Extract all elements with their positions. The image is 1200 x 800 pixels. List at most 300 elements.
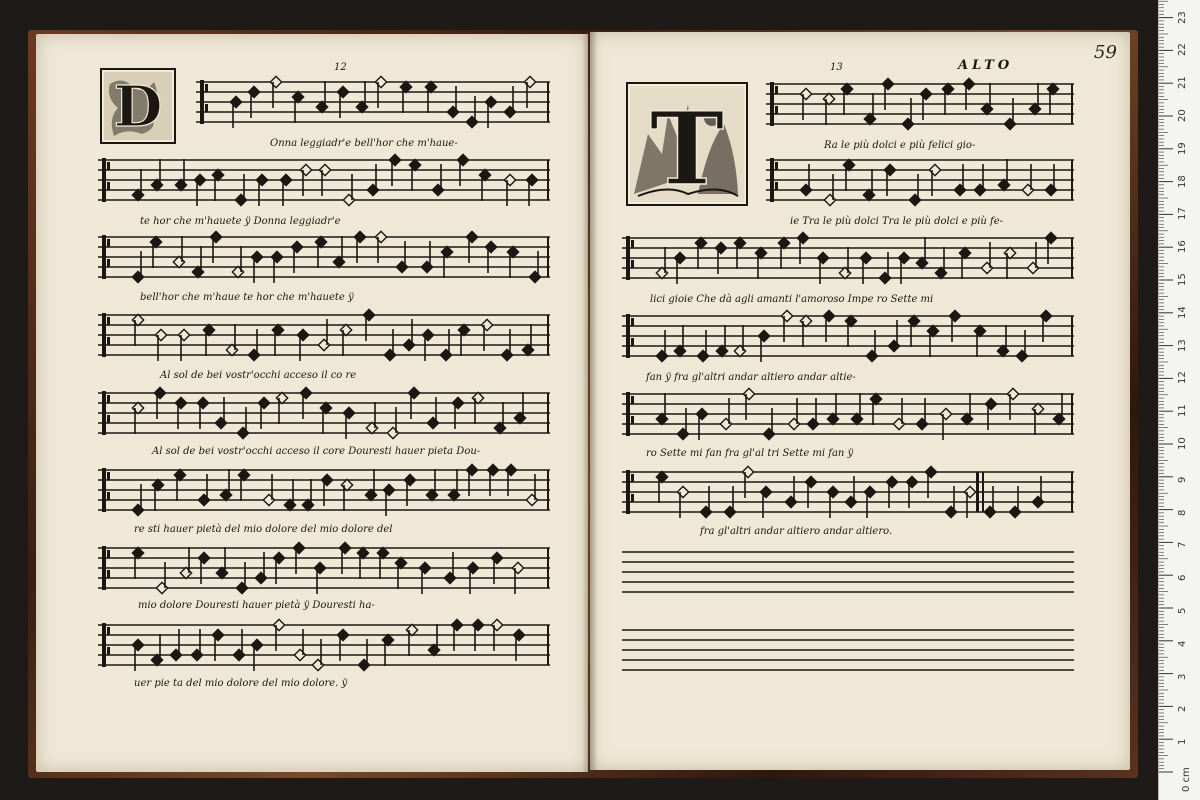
note-head (886, 476, 897, 487)
note-head (175, 397, 186, 408)
note-head (156, 582, 167, 593)
right-lyric-line-4: fan ÿ fra gl'altri andar altiero andar altie- (646, 372, 856, 383)
note-head (514, 412, 525, 423)
note-head (232, 266, 243, 277)
note-head (400, 81, 411, 92)
note-head (472, 619, 483, 630)
note-head (851, 413, 862, 424)
note-head (785, 496, 796, 507)
note-head (396, 261, 407, 272)
note-head (318, 339, 329, 350)
clef (107, 492, 110, 500)
note-head (320, 402, 331, 413)
ruler-number: 2 (1177, 706, 1188, 713)
note-head (674, 252, 685, 263)
note-head (419, 562, 430, 573)
note-head (428, 644, 439, 655)
clef (107, 259, 110, 267)
note-head (365, 489, 376, 500)
note-head (526, 494, 537, 505)
clef (107, 550, 110, 558)
note-head (312, 659, 323, 670)
note-head (656, 267, 667, 278)
note-head (1045, 184, 1056, 195)
clef (107, 317, 110, 325)
note-head (677, 428, 688, 439)
note-head (363, 309, 374, 320)
note-head (178, 329, 189, 340)
ruler-number: 17 (1177, 207, 1188, 221)
note-head (927, 325, 938, 336)
note-head (132, 314, 143, 325)
note-head (457, 154, 468, 165)
note-head (981, 262, 992, 273)
note-head (959, 247, 970, 258)
left-page-number: 12 (334, 62, 347, 73)
note-head (824, 194, 835, 205)
note-head (316, 101, 327, 112)
note-head (961, 413, 972, 424)
note-head (292, 91, 303, 102)
note-head (226, 344, 237, 355)
note-head (1029, 103, 1040, 114)
clef (775, 86, 778, 94)
left-lyric-line-8: uer pie ta del mio dolore del mio dolore. ÿ (134, 678, 348, 689)
ruler-number: 13 (1177, 338, 1188, 352)
note-head (343, 194, 354, 205)
note-head (216, 567, 227, 578)
note-head (297, 329, 308, 340)
clef (107, 415, 110, 423)
note-head (879, 272, 890, 283)
note-head (175, 179, 186, 190)
measurement-ruler (1158, 0, 1200, 800)
note-head (273, 619, 284, 630)
note-head (293, 542, 304, 553)
note-head (805, 476, 816, 487)
note-head (1032, 496, 1043, 507)
note-head (909, 194, 920, 205)
ruler-number: 12 (1177, 371, 1188, 385)
note-head (440, 349, 451, 360)
ruler-number: 23 (1177, 10, 1188, 24)
note-head (248, 86, 259, 97)
note-head (422, 329, 433, 340)
note-head (203, 324, 214, 335)
note-head (300, 387, 311, 398)
note-head (321, 474, 332, 485)
voice-label: ALTO (958, 58, 1014, 73)
right-lyric-line-1: Ra le più dolci e più felici gio- (824, 140, 976, 151)
note-head (408, 387, 419, 398)
note-head (942, 83, 953, 94)
ruler-number: 11 (1177, 404, 1188, 418)
note-head (377, 547, 388, 558)
note-head (315, 236, 326, 247)
note-head (151, 654, 162, 665)
note-head (656, 413, 667, 424)
note-head (479, 169, 490, 180)
note-head (674, 345, 685, 356)
note-head (800, 184, 811, 195)
note-head (841, 83, 852, 94)
note-head (472, 392, 483, 403)
note-head (421, 261, 432, 272)
clef (102, 623, 106, 667)
note-head (233, 649, 244, 660)
note-head (230, 96, 241, 107)
ruler-number: 20 (1177, 109, 1188, 122)
note-head (263, 494, 274, 505)
ruler-unit-label: 0 cm (1181, 767, 1192, 792)
note-head (697, 350, 708, 361)
note-head (720, 418, 731, 429)
note-head (284, 499, 295, 510)
note-head (524, 76, 535, 87)
clef (107, 395, 110, 403)
clef (107, 337, 110, 345)
note-head (426, 489, 437, 500)
note-head (358, 659, 369, 670)
note-head (1004, 247, 1015, 258)
note-head (132, 189, 143, 200)
note-head (817, 252, 828, 263)
note-head (452, 397, 463, 408)
note-head (337, 629, 348, 640)
note-head (929, 164, 940, 175)
clef (631, 318, 634, 326)
note-head (451, 619, 462, 630)
note-head (340, 324, 351, 335)
clef (107, 239, 110, 247)
clef (631, 474, 634, 482)
note-head (319, 164, 330, 175)
note-head (487, 464, 498, 475)
clef (631, 396, 634, 404)
note-head (466, 231, 477, 242)
clef (626, 314, 630, 358)
note-head (504, 106, 515, 117)
note-head (860, 252, 871, 263)
note-head (778, 237, 789, 248)
note-head (425, 81, 436, 92)
note-head (132, 547, 143, 558)
note-head (984, 506, 995, 517)
note-head (908, 315, 919, 326)
note-head (302, 499, 313, 510)
note-head (215, 417, 226, 428)
note-head (888, 340, 899, 351)
note-head (893, 418, 904, 429)
ruler-number: 8 (1177, 509, 1188, 516)
note-head (272, 324, 283, 335)
note-head (1004, 118, 1015, 129)
note-head (314, 562, 325, 573)
clef (107, 570, 110, 578)
note-head (300, 164, 311, 175)
note-head (870, 393, 881, 404)
note-head (1032, 403, 1043, 414)
right-page-number: 13 (830, 62, 843, 73)
note-head (192, 266, 203, 277)
note-head (797, 232, 808, 243)
note-head (198, 552, 209, 563)
clef (102, 391, 106, 435)
note-head (935, 267, 946, 278)
clef (102, 468, 106, 512)
ruler-number: 10 (1177, 437, 1188, 450)
note-head (375, 231, 386, 242)
note-head (427, 417, 438, 428)
note-head (447, 106, 458, 117)
note-head (406, 624, 417, 635)
note-head (763, 428, 774, 439)
note-head (916, 418, 927, 429)
note-head (151, 179, 162, 190)
ruler-number: 16 (1177, 240, 1188, 254)
note-head (781, 310, 792, 321)
clef (107, 472, 110, 480)
note-head (898, 252, 909, 263)
note-head (466, 464, 477, 475)
note-head (152, 479, 163, 490)
clef (631, 240, 634, 248)
note-head (132, 504, 143, 515)
note-head (173, 256, 184, 267)
folio-number: 59 (1094, 42, 1117, 63)
right-lyric-line-3: lici gioie Che dà agli amanti l'amoroso Impe ro Sette mi (650, 294, 934, 305)
note-head (526, 174, 537, 185)
note-head (504, 174, 515, 185)
note-head (864, 113, 875, 124)
note-head (823, 310, 834, 321)
note-head (916, 257, 927, 268)
note-head (291, 241, 302, 252)
note-head (481, 319, 492, 330)
note-head (734, 237, 745, 248)
svg-text:D: D (113, 74, 163, 140)
clef (102, 235, 106, 279)
clef (200, 80, 204, 124)
note-head (256, 174, 267, 185)
note-head (997, 345, 1008, 356)
note-head (403, 339, 414, 350)
clef (626, 236, 630, 280)
clef (631, 338, 634, 346)
note-head (432, 184, 443, 195)
note-head (132, 402, 143, 413)
clef (626, 392, 630, 436)
note-head (839, 267, 850, 278)
note-head (448, 489, 459, 500)
note-head (845, 315, 856, 326)
clef (631, 494, 634, 502)
note-head (191, 649, 202, 660)
ruler-number: 18 (1177, 174, 1188, 188)
clef (631, 260, 634, 268)
clef (631, 416, 634, 424)
note-head (467, 562, 478, 573)
note-head (409, 159, 420, 170)
note-head (251, 639, 262, 650)
note-head (441, 246, 452, 257)
note-head (981, 103, 992, 114)
ruler-number: 1 (1177, 738, 1188, 746)
note-head (949, 310, 960, 321)
svg-text:T: T (649, 90, 725, 204)
note-head (294, 649, 305, 660)
note-head (863, 189, 874, 200)
note-head (1040, 310, 1051, 321)
decorated-initial-t (626, 82, 748, 206)
note-head (677, 486, 688, 497)
note-head (742, 466, 753, 477)
clef (107, 627, 110, 635)
ruler-number: 5 (1177, 607, 1188, 614)
note-head (507, 246, 518, 257)
note-head (155, 329, 166, 340)
note-head (945, 506, 956, 517)
ruler-number: 22 (1177, 43, 1188, 57)
note-head (367, 184, 378, 195)
note-head (404, 474, 415, 485)
final-bar (976, 472, 979, 512)
note-head (485, 96, 496, 107)
note-head (339, 542, 350, 553)
note-head (248, 349, 259, 360)
clef (775, 182, 778, 190)
decorated-initial-d (100, 68, 176, 144)
note-head (906, 476, 917, 487)
ruler-number: 9 (1177, 476, 1188, 483)
note-head (174, 469, 185, 480)
note-head (466, 116, 477, 127)
note-head (696, 408, 707, 419)
note-head (522, 344, 533, 355)
note-head (258, 397, 269, 408)
clef (102, 158, 106, 202)
note-head (236, 582, 247, 593)
note-head (734, 345, 745, 356)
note-head (827, 486, 838, 497)
note-head (1022, 184, 1033, 195)
note-head (513, 629, 524, 640)
ruler-number: 14 (1177, 306, 1188, 319)
clef (205, 84, 208, 92)
note-head (255, 572, 266, 583)
ruler-number: 7 (1177, 542, 1188, 549)
note-head (985, 398, 996, 409)
note-head (925, 466, 936, 477)
note-head (212, 629, 223, 640)
note-head (356, 101, 367, 112)
note-head (387, 427, 398, 438)
note-head (1047, 83, 1058, 94)
note-head (271, 251, 282, 262)
note-head (800, 315, 811, 326)
note-head (974, 325, 985, 336)
note-head (882, 78, 893, 89)
note-head (807, 418, 818, 429)
note-head (998, 179, 1009, 190)
note-head (491, 552, 502, 563)
note-head (220, 489, 231, 500)
note-head (529, 271, 540, 282)
note-head (505, 464, 516, 475)
note-head (357, 547, 368, 558)
note-head (273, 552, 284, 563)
note-head (656, 471, 667, 482)
note-head (197, 397, 208, 408)
note-head (343, 407, 354, 418)
note-head (963, 78, 974, 89)
clef (102, 546, 106, 590)
ruler-number: 6 (1177, 574, 1188, 582)
note-head (154, 387, 165, 398)
note-head (843, 159, 854, 170)
ruler-number: 3 (1177, 673, 1188, 680)
note-head (1045, 232, 1056, 243)
note-head (866, 350, 877, 361)
note-head (341, 479, 352, 490)
note-head (210, 231, 221, 242)
note-head (964, 486, 975, 497)
note-head (1053, 413, 1064, 424)
final-bar (982, 472, 984, 512)
note-head (902, 118, 913, 129)
note-head (920, 88, 931, 99)
clef (626, 470, 630, 514)
right-lyric-line-5: ro Sette mi fan fra gl'al tri Sette mi fan ÿ (646, 448, 854, 459)
note-head (715, 242, 726, 253)
note-head (198, 494, 209, 505)
note-head (788, 418, 799, 429)
note-head (823, 93, 834, 104)
left-lyric-line-7: mio dolore Douresti hauer pietà ÿ Douresti ha- (138, 600, 375, 611)
note-head (755, 247, 766, 258)
note-head (444, 572, 455, 583)
note-head (382, 634, 393, 645)
note-head (800, 88, 811, 99)
note-head (760, 486, 771, 497)
note-head (758, 330, 769, 341)
clef (775, 106, 778, 114)
note-head (954, 184, 965, 195)
note-head (827, 413, 838, 424)
note-head (845, 496, 856, 507)
left-lyric-line-5: Al sol de bei vostr'occhi acceso il core Douresti hauer pieta Dou- (152, 446, 481, 457)
clef (770, 158, 774, 202)
note-head (389, 154, 400, 165)
note-head (276, 392, 287, 403)
note-head (280, 174, 291, 185)
note-head (1009, 506, 1020, 517)
note-head (743, 388, 754, 399)
note-head (974, 184, 985, 195)
note-head (724, 506, 735, 517)
note-head (940, 408, 951, 419)
clef (107, 182, 110, 190)
left-lyric-line-1: Onna leggiadr'e bell'hor che m'haue- (270, 138, 458, 149)
note-head (512, 562, 523, 573)
note-head (333, 256, 344, 267)
note-head (375, 76, 386, 87)
note-head (1027, 262, 1038, 273)
clef (770, 82, 774, 126)
left-lyric-line-6: re sti hauer pietà del mio dolore del mio dolore del (134, 524, 393, 535)
note-head (132, 639, 143, 650)
note-head (237, 427, 248, 438)
